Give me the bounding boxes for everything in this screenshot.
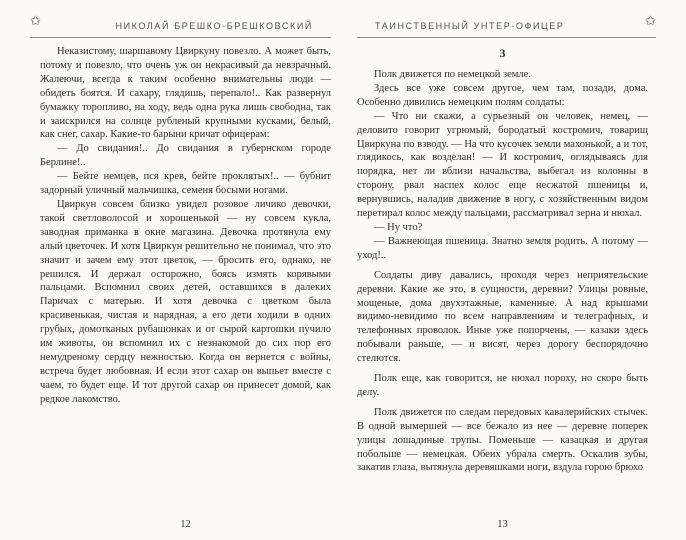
paragraph: — До свидания!.. До свидания в губернском городе Берлине!.. xyxy=(40,143,331,169)
paragraph: Здесь все уже совсем другое, чем там, позади, дома. Особенно дивились немецким полям солдаты: xyxy=(357,82,648,108)
paragraph: Полк еще, как говорится, не нюхал пороху, но скоро быть делу. xyxy=(357,373,648,398)
paragraph: Цвиркун совсем близко увидел розовое личико девочки, такой светловолосой и хорошенькой — ну совсем кукла, заводная приманка в окне магазина. Девочка протянула ему алый цветочек. И хотя Цвиркун решительно не понимал, что это значит и зачем ему этот цветок, — бросить его, однако, не решился. И держал осторожно, боясь измять корявыми пальцами. Вспомнил своих детей, оставшихся в далеких Паричах с матерью. И хотя девочка с цветком была красивенькая, чистая и нарядная, а его дети ходили в одних грубых, домотканых рубашонках и от сырой картошки пучило им животы, он вспомнил их с незнакомой до сих пор его немудреному сердцу нежностью. Когда он вернется с войны, встреча будет любовная. И если этот сахар он выпьет вместе с чаем, то будет еще. И тот другой сахар он принесет домой, как редкое лакомство. xyxy=(40,198,331,405)
page-number: 12 xyxy=(180,519,191,530)
left-running-header xyxy=(30,16,331,38)
chapter-number: 3 xyxy=(499,46,506,60)
paragraph: — Бейте немцев, пся крев, бейте проклятых!.. — бубнит задорный уличный мальчишка, семеня босыми ногами. xyxy=(40,171,331,197)
star-ornament-icon: ✩ xyxy=(645,14,656,29)
star-ornament-icon: ✩ xyxy=(30,14,41,29)
left-page-footer xyxy=(30,515,331,532)
right-page-text xyxy=(357,38,656,515)
paragraph: — Что ни скажи, а сурьезный он человек, немец, — деловито говорит угрюмый, бородатый костромич, товарищ Цвиркуна по взводу. — На что кусочек земли махонькой, а и тот, глядикось, как возделан! — И костромич, оглядываясь для порядка, нет ли вблизи начальства, выбегал из колонны в сторону, рвал наспех колос еще несжатой пшеницы и, вернувшись, наладив движение в ногу, с хозяйственным видом перетирал колос между пальцами, рассматривал зерна и нюхал. xyxy=(357,110,648,220)
paragraph: Неказистому, шаршавому Цвиркуну повезло. А может быть, потому и повезло, что очень уж он некрасивый да невзрачный. Жалеючи, всегда к таким особенно внимательны люди — обидеть боятся. И сахару, глядишь, перепало!.. Как развернул бумажку торопливо, на ходу, ведь одна рука лишь свободна, так и заискрился на солнце рубленый крупными кусками, белый, как снег, сахар. Какие-то барыни кричат офицерам: xyxy=(40,46,331,141)
paragraph: Полк движется по немецкой земле. xyxy=(374,69,531,80)
paragraph: Полк движется по следам передовых кавалерийских стычек. В одной вымершей — все бежало из нее — деревне поперек улицы лошадиные трупы. Поменьше — казацкая и другая побольше — немецкая. Обеих убрала смерть. Оскалив зубы, закатив глаза, вытянула деревяшками ноги, вздула горою брюхо xyxy=(357,406,648,474)
left-page-text xyxy=(30,38,331,515)
running-head-title: ТАИНСТВЕННЫЙ УНТЕР-ОФИЦЕР xyxy=(375,21,565,31)
right-page xyxy=(343,0,686,540)
right-running-header xyxy=(357,16,656,38)
paragraph: — Ну что? xyxy=(374,221,423,233)
paragraph: Солдаты диву давались, проходя через неприятельские деревни. Какие же это, в сущности, деревни? Улицы ровные, мощеные, дома двухэтажные, каменные. А над крышами видимо-невидимо по всем направлениям и телеграфных, и телефонных проволок. Иные уже попорчены, — казаки здесь побывали раньше, — и висят, через дорогу беспорядочно стелются. xyxy=(357,269,648,365)
running-head-author: НИКОЛАЙ БРЕШКО-БРЕШКОВСКИЙ xyxy=(115,21,313,31)
right-page-footer xyxy=(357,515,656,532)
page-number: 13 xyxy=(497,519,508,530)
paragraph: — Важнеющая пшеница. Знатно земля родить. А потому — уход!.. xyxy=(357,235,648,261)
